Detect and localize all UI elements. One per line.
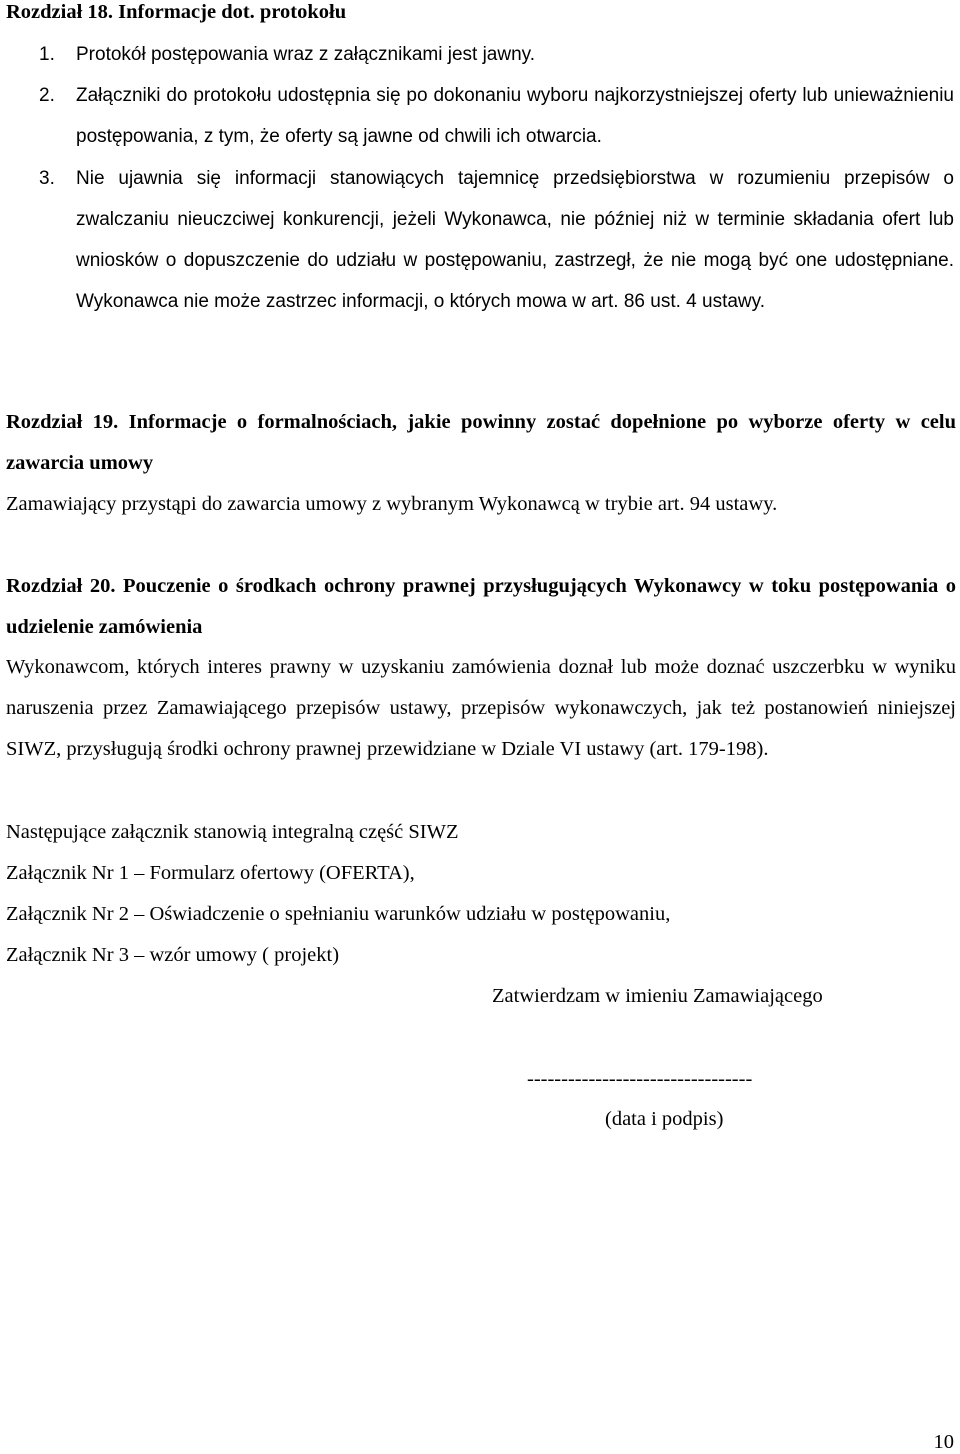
chapter-18-heading: Rozdział 18. Informacje dot. protokołu	[6, 1, 347, 23]
chapter-19-heading: Rozdział 19. Informacje o formalnościach, jakie powinny zostać dopełnione po wyborze oferty w celu zawarcia umowy	[6, 411, 956, 474]
signature-label: (data i podpis)	[605, 1108, 724, 1130]
list-item	[0, 34, 954, 75]
attachment-item: Załącznik Nr 2 – Oświadczenie o spełnianiu warunków udziału w postępowaniu,	[6, 903, 671, 925]
chapter-20-body: Wykonawcom, których interes prawny w uzyskaniu zamówienia doznał lub może doznać uszczerbku w wyniku naruszenia przez Zamawiającego przepisów ustawy, przepisów wykonawczych, jak też postanowień niniejszej SIWZ, przysługują środki ochrony prawnej przewidziane w Dziale VI ustawy (art. 179-198).	[6, 656, 956, 760]
chapter-19-body: Zamawiający przystąpi do zawarcia umowy z wybranym Wykonawcą w trybie art. 94 ustawy.	[6, 493, 778, 515]
chapter-20-heading: Rozdział 20. Pouczenie o środkach ochrony prawnej przysługujących Wykonawcy w toku postępowania o udzielenie zamówienia	[6, 575, 956, 638]
list-item-number: 1.	[39, 44, 55, 65]
list-item-number: 3.	[39, 167, 55, 189]
page-number: 10	[933, 1431, 954, 1453]
signature-line: ---------------------------------	[527, 1068, 753, 1090]
chapter-18-list	[0, 34, 954, 322]
signature-title: Zatwierdzam w imieniu Zamawiającego	[492, 985, 823, 1007]
list-item-text: Protokół postępowania wraz z załącznikami jest jawny.	[76, 44, 536, 65]
list-item	[0, 75, 954, 157]
list-item	[0, 158, 954, 323]
attachments-intro: Następujące załącznik stanowią integralną część SIWZ	[6, 821, 459, 843]
list-item-text: Załączniki do protokołu udostępnia się po dokonaniu wyboru najkorzystniejszej oferty lub unieważnieniu postępowania, z tym, że oferty są jawne od chwili ich otwarcia.	[76, 85, 954, 148]
attachment-item: Załącznik Nr 1 – Formularz ofertowy (OFERTA),	[6, 862, 415, 884]
list-item-number: 2.	[39, 85, 55, 107]
attachment-item: Załącznik Nr 3 – wzór umowy ( projekt)	[6, 944, 340, 966]
list-item-text: Nie ujawnia się informacji stanowiących tajemnicę przedsiębiorstwa w rozumieniu przepisów o zwalczaniu nieuczciwej konkurencji, jeżeli Wykonawca, nie później niż w terminie składania ofert lub wniosków o dopuszczenie do udziału w postępowaniu, zastrzegł, że nie mogą być one udostępniane. Wykonawca nie może zastrzec informacji, o których mowa w art. 86 ust. 4 ustawy.	[76, 167, 954, 313]
